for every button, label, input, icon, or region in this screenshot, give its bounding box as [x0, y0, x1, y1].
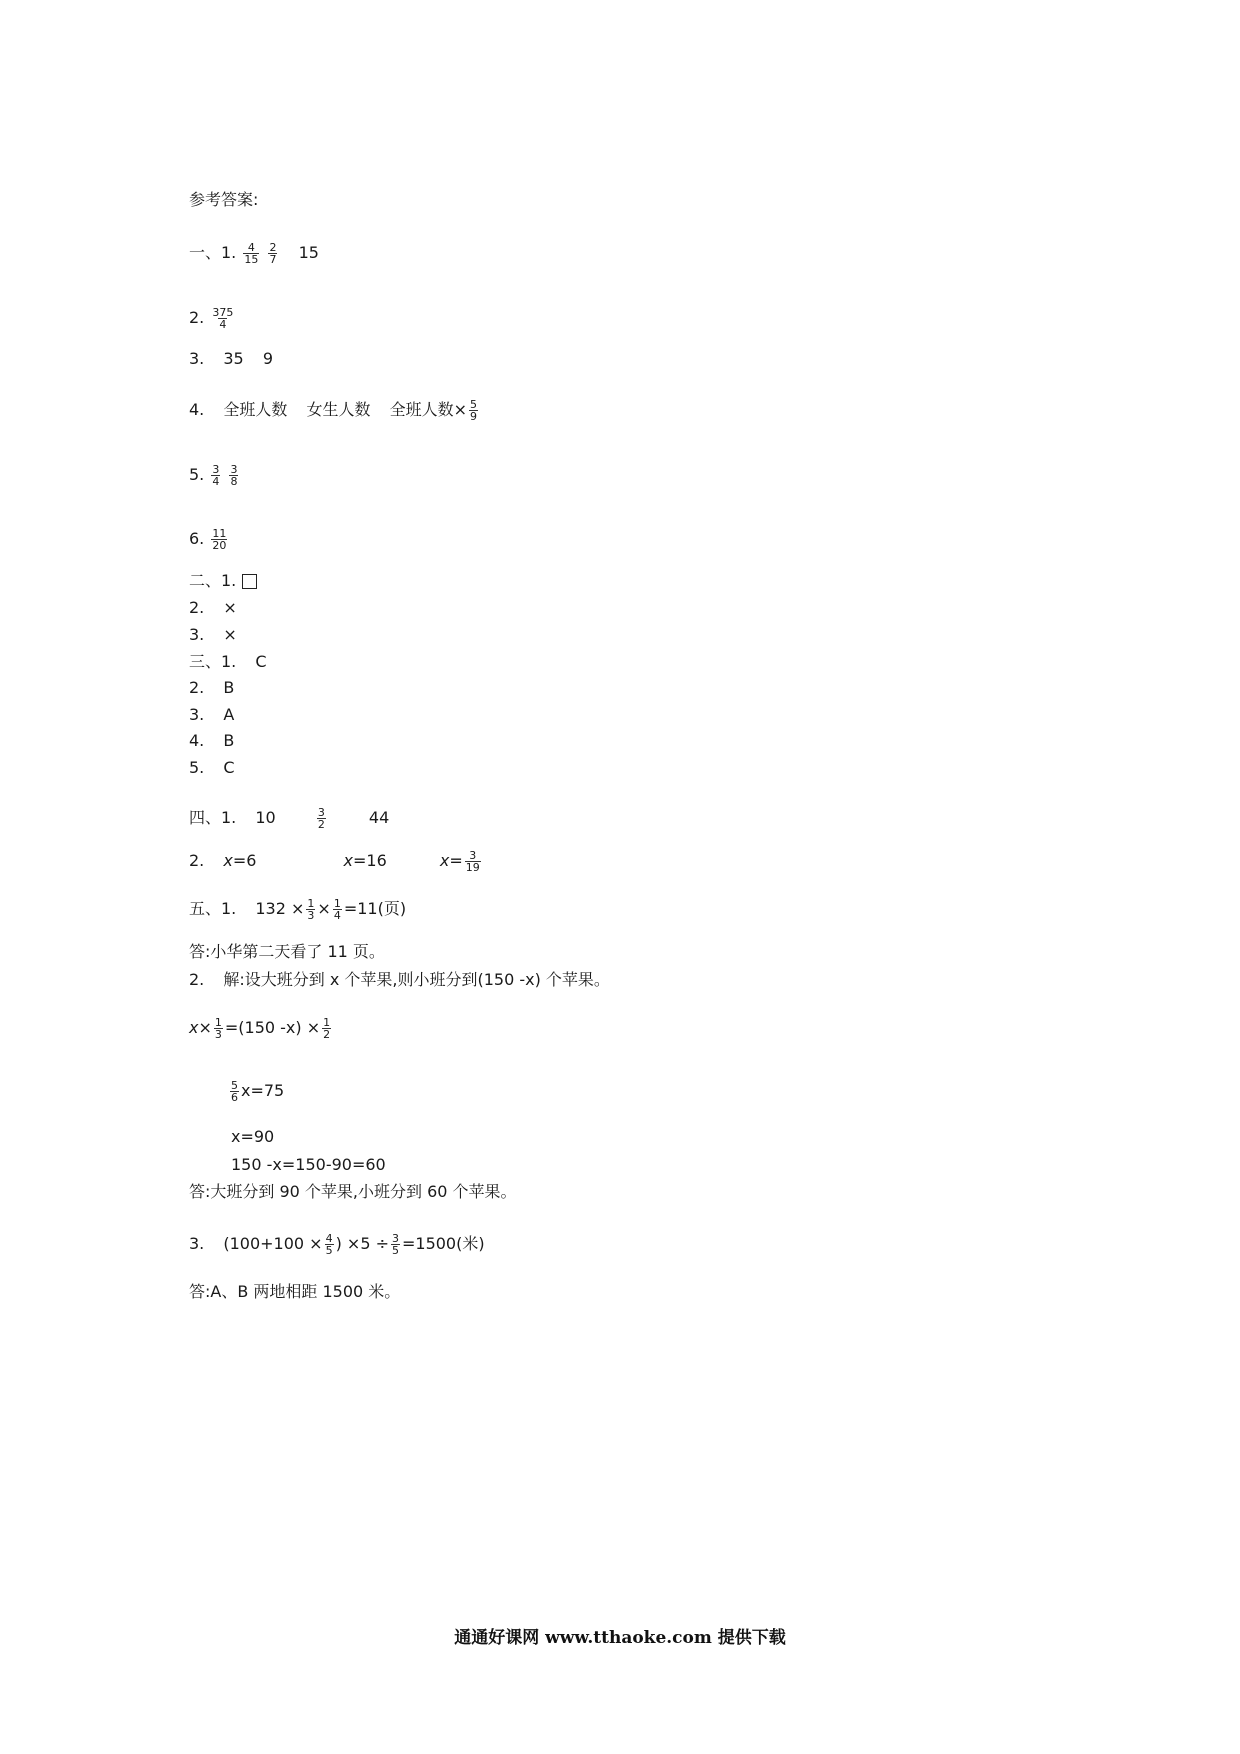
s2-q1	[189, 571, 257, 591]
fraction: $\frac{375}{4}$	[212, 306, 234, 331]
s3-q4	[189, 731, 234, 751]
fraction: $\frac{3}{19}$	[465, 849, 480, 874]
answer: =6	[232, 851, 257, 870]
answer: 44	[368, 808, 390, 827]
fraction: $\frac{1}{4}$	[333, 897, 341, 922]
fraction: $\frac{1}{3}$	[214, 1016, 222, 1041]
answer: =16	[352, 851, 387, 870]
s4-q1	[189, 807, 389, 830]
answer: 女生人数	[306, 400, 371, 419]
answer: C	[223, 758, 235, 777]
answer: ×	[223, 598, 237, 617]
fraction: $\frac{3}{2}$	[317, 806, 325, 831]
fraction: $\frac{2}{7}$	[269, 241, 277, 266]
s5-q3	[189, 1233, 485, 1256]
answer: B	[223, 678, 235, 697]
answer: 15	[298, 243, 319, 262]
s2-q3	[189, 625, 237, 645]
s1-q1	[189, 242, 319, 265]
times-sign: ×	[198, 1018, 212, 1037]
s3-q5	[189, 758, 235, 778]
s5-q1	[189, 898, 406, 921]
fraction: $\frac{1}{3}$	[307, 897, 315, 922]
answer: C	[255, 652, 267, 671]
footer-credit: 通通好课网 www.tthaoke.com 提供下载	[454, 1628, 786, 1648]
label: 3.	[189, 625, 205, 644]
s5-eq4: 150 -x=150-90=60	[231, 1155, 386, 1174]
s5-answer-3: 答:A、B 两地相距 1500 米。	[189, 1282, 401, 1301]
expression: x=75	[241, 1081, 285, 1100]
s5-eq3: x=90	[231, 1127, 275, 1146]
label: 一、1.	[189, 243, 237, 262]
variable: x	[223, 851, 233, 870]
label: 四、1.	[189, 808, 237, 827]
s4-q2	[189, 850, 483, 873]
checkbox-square-icon	[242, 574, 257, 589]
answer: A	[223, 705, 235, 724]
label: 3.	[189, 705, 205, 724]
fraction: $\frac{4}{5}$	[325, 1232, 333, 1257]
answer: 全班人数	[223, 400, 288, 419]
label: 5.	[189, 758, 205, 777]
s1-q2	[189, 307, 236, 330]
expression: =11(页)	[343, 899, 407, 918]
answer: 9	[262, 349, 273, 368]
s2-q2	[189, 598, 237, 618]
s5-eq1	[189, 1017, 333, 1040]
answer: ×	[223, 625, 237, 644]
label: 2.	[189, 851, 205, 870]
page-title: 参考答案:	[189, 190, 259, 209]
s3-q3	[189, 705, 234, 725]
s3-q2	[189, 678, 234, 698]
expression: ) ×5 ÷	[335, 1234, 389, 1253]
answer: 35	[223, 349, 244, 368]
s5-eq2	[228, 1080, 284, 1103]
expression: 132 ×	[255, 899, 305, 918]
s3-q1	[189, 652, 267, 672]
answer: 全班人数	[389, 400, 454, 419]
expression: =(150 -x) ×	[224, 1018, 321, 1037]
fraction: $\frac{11}{20}$	[212, 527, 227, 552]
solution-text: 解:设大班分到 x 个苹果,则小班分到(150 -x) 个苹果。	[223, 970, 610, 989]
fraction: $\frac{5}{6}$	[231, 1079, 238, 1104]
times-sign: ×	[453, 400, 467, 419]
label: 2.	[189, 970, 205, 989]
label: 4.	[189, 400, 205, 419]
s5-answer-2: 答:大班分到 90 个苹果,小班分到 60 个苹果。	[189, 1182, 517, 1201]
label: 五、1.	[189, 899, 237, 918]
fraction: $\frac{1}{2}$	[323, 1016, 331, 1041]
label: 3.	[189, 1234, 205, 1253]
fraction: $\frac{3}{4}$	[212, 463, 220, 488]
fraction: $\frac{3}{5}$	[391, 1232, 399, 1257]
expression: =1500(米)	[401, 1234, 485, 1253]
expression: (100+100 ×	[223, 1234, 323, 1253]
label: 2.	[189, 678, 205, 697]
label: 2.	[189, 598, 205, 617]
s5-answer-1: 答:小华第二天看了 11 页。	[189, 942, 385, 961]
answer: B	[223, 731, 235, 750]
label: 6.	[189, 529, 205, 548]
fraction: $\frac{5}{9}$	[470, 398, 477, 423]
label: 4.	[189, 731, 205, 750]
fraction: $\frac{4}{15}$	[244, 241, 259, 266]
s1-q5	[189, 464, 240, 487]
variable: x	[189, 1018, 199, 1037]
s5-q2	[189, 970, 610, 990]
fraction: $\frac{3}{8}$	[230, 463, 238, 488]
variable: x	[343, 851, 353, 870]
expression: ×	[317, 899, 331, 918]
label: 5.	[189, 465, 205, 484]
s1-q6	[189, 528, 229, 551]
label: 3.	[189, 349, 205, 368]
label: 二、1.	[189, 571, 237, 590]
s1-q3	[189, 349, 273, 369]
answer: =	[449, 851, 463, 870]
variable: x	[439, 851, 450, 870]
answer: 10	[255, 808, 276, 827]
label: 2.	[189, 308, 205, 327]
s1-q4	[189, 399, 480, 422]
label: 三、1.	[189, 652, 237, 671]
